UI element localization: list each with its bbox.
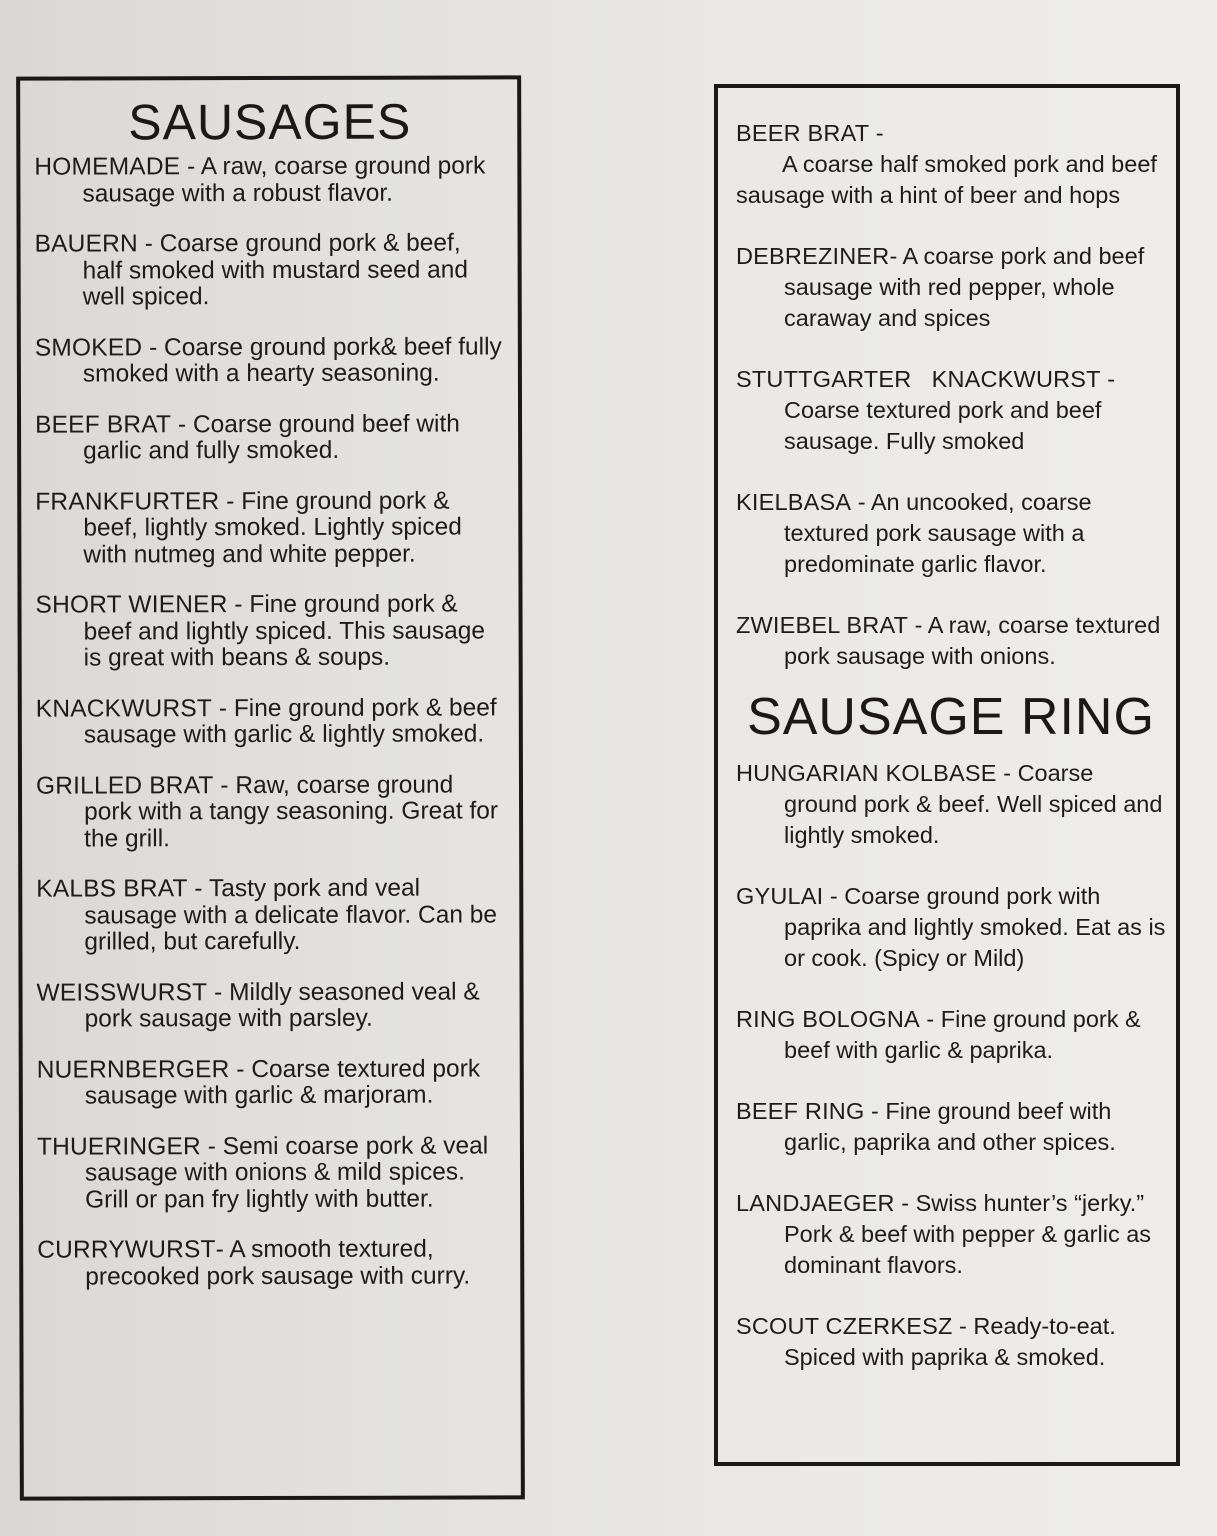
menu-item-landjaeger: LANDJAEGER - Swiss hunter’s “jerky.” Pork & beef with pepper & garlic as dominant flavors. <box>736 1190 1152 1278</box>
menu-item-ring-bologna: RING BOLOGNA - Fine ground pork & beef with garlic & paprika. <box>736 1006 1141 1063</box>
item-name: BEEF BRAT <box>35 410 172 439</box>
item-description: Fine ground pork & beef with garlic & paprika. <box>784 1006 1141 1063</box>
item-name: BAUERN <box>34 230 138 258</box>
item-description: Coarse ground pork & beef, half smoked with mustard seed and well spiced. <box>82 229 469 311</box>
item-description: Fine ground pork & beef sausage with garlic & lightly smoked. <box>83 693 497 749</box>
item-description: Fine ground pork & beef, lightly smoked. Lightly spiced with nutmeg and white pepper. <box>83 487 462 568</box>
sausage-ring-title: SAUSAGE RING <box>747 688 1155 746</box>
item-description: Tasty pork and veal sausage with a delicate flavor. Can be grilled, but carefully. <box>84 874 498 956</box>
item-name: THUERINGER <box>36 1132 201 1161</box>
item-name: HUNGARIAN KOLBASE <box>736 760 997 786</box>
item-name: FRANKFURTER <box>35 487 220 516</box>
sausages-title: SAUSAGES <box>128 93 412 151</box>
item-description: Mildly seasoned veal & pork sausage with parsley. <box>84 977 480 1033</box>
item-name: SHORT WIENER <box>35 591 228 619</box>
menu-item-currywurst: CURRYWURST- A smooth textured, precooked pork sausage with curry. <box>37 1235 471 1290</box>
menu-item-frankfurter: FRANKFURTER - Fine ground pork & beef, lightly smoked. Lightly spiced with nutmeg and white pepper. <box>35 487 462 568</box>
item-description: Coarse ground pork& beef fully smoked with a hearty seasoning. <box>82 332 502 388</box>
item-description: Fine ground pork & beef and lightly spiced. This sausage is great with beans & soups. <box>83 590 485 672</box>
item-description: Swiss hunter’s “jerky.” Pork & beef with pepper & garlic as dominant flavors. <box>784 1190 1152 1278</box>
menu-item-smoked: SMOKED - Coarse ground pork& beef fully smoked with a hearty seasoning. <box>34 332 502 388</box>
sausages-panel <box>16 75 525 1500</box>
item-name: BEEF RING <box>736 1098 865 1124</box>
item-description: Semi coarse pork & veal sausage with onions & mild spices. Grill or pan fry lightly with butter. <box>84 1131 489 1213</box>
menu-item-grilled-brat: GRILLED BRAT - Raw, coarse ground pork with a tangy seasoning. Great for the grill. <box>35 771 499 852</box>
menu-item-thueringer: THUERINGER - Semi coarse pork & veal sausage with onions & mild spices. Grill or pan fry lightly with butter. <box>36 1131 489 1213</box>
item-name: SMOKED <box>34 333 143 362</box>
item-name: LANDJAEGER <box>736 1190 895 1216</box>
menu-item-scout-czerkesz: SCOUT CZERKESZ - Ready-to-eat. Spiced with paprika & smoked. <box>736 1313 1116 1370</box>
menu-item-hungarian-kolbase: HUNGARIAN KOLBASE - Coarse ground pork & beef. Well spiced and lightly smoked. <box>736 760 1163 848</box>
item-name: GYULAI <box>736 883 824 909</box>
menu-item-beer-brat: BEER BRAT - A coarse half smoked pork and beef sausage with a hint of beer and hops <box>736 118 1166 211</box>
item-description: Raw, coarse ground pork with a tangy seasoning. Great for the grill. <box>84 771 499 852</box>
item-name: BEER BRAT <box>736 120 870 146</box>
item-name: KIELBASA <box>736 489 852 515</box>
item-name: RING BOLOGNA <box>736 1006 920 1032</box>
item-description: A raw, coarse textured pork sausage with onions. <box>784 612 1161 669</box>
menu-item-zwiebel-brat: ZWIEBEL BRAT - A raw, coarse textured pork sausage with onions. <box>736 612 1161 669</box>
menu-item-weisswurst: WEISSWURST - Mildly seasoned veal & pork sausage with parsley. <box>36 977 480 1033</box>
item-description: A smooth textured, precooked pork sausage with curry. <box>85 1235 471 1290</box>
item-name: DEBREZINER <box>736 243 890 269</box>
menu-item-homemade: HOMEMADE - A raw, coarse ground pork sausage with a robust flavor. <box>34 152 486 207</box>
menu-item-bauern: BAUERN - Coarse ground pork & beef, half smoked with mustard seed and well spiced. <box>34 229 469 311</box>
menu-item-gyulai: GYULAI - Coarse ground pork with paprika and lightly smoked. Eat as is or cook. (Spicy or Mild) <box>736 883 1166 971</box>
item-name: KNACKWURST <box>35 694 213 723</box>
item-name: STUTTGARTER KNACKWURST <box>736 366 1101 392</box>
menu-item-debreziner: DEBREZINER- A coarse pork and beef sausage with red pepper, whole caraway and spices <box>736 243 1145 331</box>
item-name: NUERNBERGER <box>36 1055 230 1084</box>
item-description: Fine ground beef with garlic, paprika and other spices. <box>784 1098 1116 1155</box>
item-description: A raw, coarse ground pork sausage with a robust flavor. <box>82 152 486 207</box>
item-description: Coarse ground pork & beef. Well spiced and lightly smoked. <box>784 760 1163 848</box>
item-description: Coarse ground pork with paprika and lightly smoked. Eat as is or cook. (Spicy or Mild) <box>784 883 1166 971</box>
menu-item-kalbs-brat: KALBS BRAT - Tasty pork and veal sausage with a delicate flavor. Can be grilled, but carefully. <box>36 874 498 956</box>
item-description: Coarse textured pork sausage with garlic & marjoram. <box>84 1054 481 1110</box>
item-description: An uncooked, coarse textured pork sausage with a predominate garlic flavor. <box>784 489 1092 577</box>
item-name: ZWIEBEL BRAT <box>736 612 909 638</box>
item-description: Coarse textured pork and beef sausage. Fully smoked <box>784 397 1102 454</box>
menu-item-kielbasa: KIELBASA - An uncooked, coarse textured pork sausage with a predominate garlic flavor. <box>736 489 1092 577</box>
more-sausages-panel <box>714 84 1180 1466</box>
menu-item-short-wiener: SHORT WIENER - Fine ground pork & beef and lightly spiced. This sausage is great with beans & soups. <box>35 590 485 672</box>
item-name: CURRYWURST <box>37 1236 216 1264</box>
item-description: A coarse pork and beef sausage with red pepper, whole caraway and spices <box>784 243 1145 331</box>
item-description: A coarse half smoked pork and beef sausage with a hint of beer and hops <box>736 151 1157 208</box>
menu-item-stuttgarter-knackwurst: STUTTGARTER KNACKWURST - Coarse textured pork and beef sausage. Fully smoked <box>736 366 1116 454</box>
menu-item-beef-brat: BEEF BRAT - Coarse ground beef with garlic and fully smoked. <box>35 410 460 465</box>
item-name: GRILLED BRAT <box>35 771 214 800</box>
menu-item-knackwurst: KNACKWURST - Fine ground pork & beef sausage with garlic & lightly smoked. <box>35 693 497 749</box>
item-name: SCOUT CZERKESZ <box>736 1313 953 1339</box>
item-description: Ready-to-eat. Spiced with paprika & smoked. <box>784 1313 1116 1370</box>
item-description: Coarse ground beef with garlic and fully smoked. <box>83 410 460 465</box>
item-name: HOMEMADE <box>34 153 181 181</box>
menu-item-nuernberger: NUERNBERGER - Coarse textured pork sausage with garlic & marjoram. <box>36 1054 481 1110</box>
menu-item-beef-ring: BEEF RING - Fine ground beef with garlic, paprika and other spices. <box>736 1098 1116 1155</box>
item-name: WEISSWURST <box>36 978 208 1007</box>
item-name: KALBS BRAT <box>36 875 188 903</box>
